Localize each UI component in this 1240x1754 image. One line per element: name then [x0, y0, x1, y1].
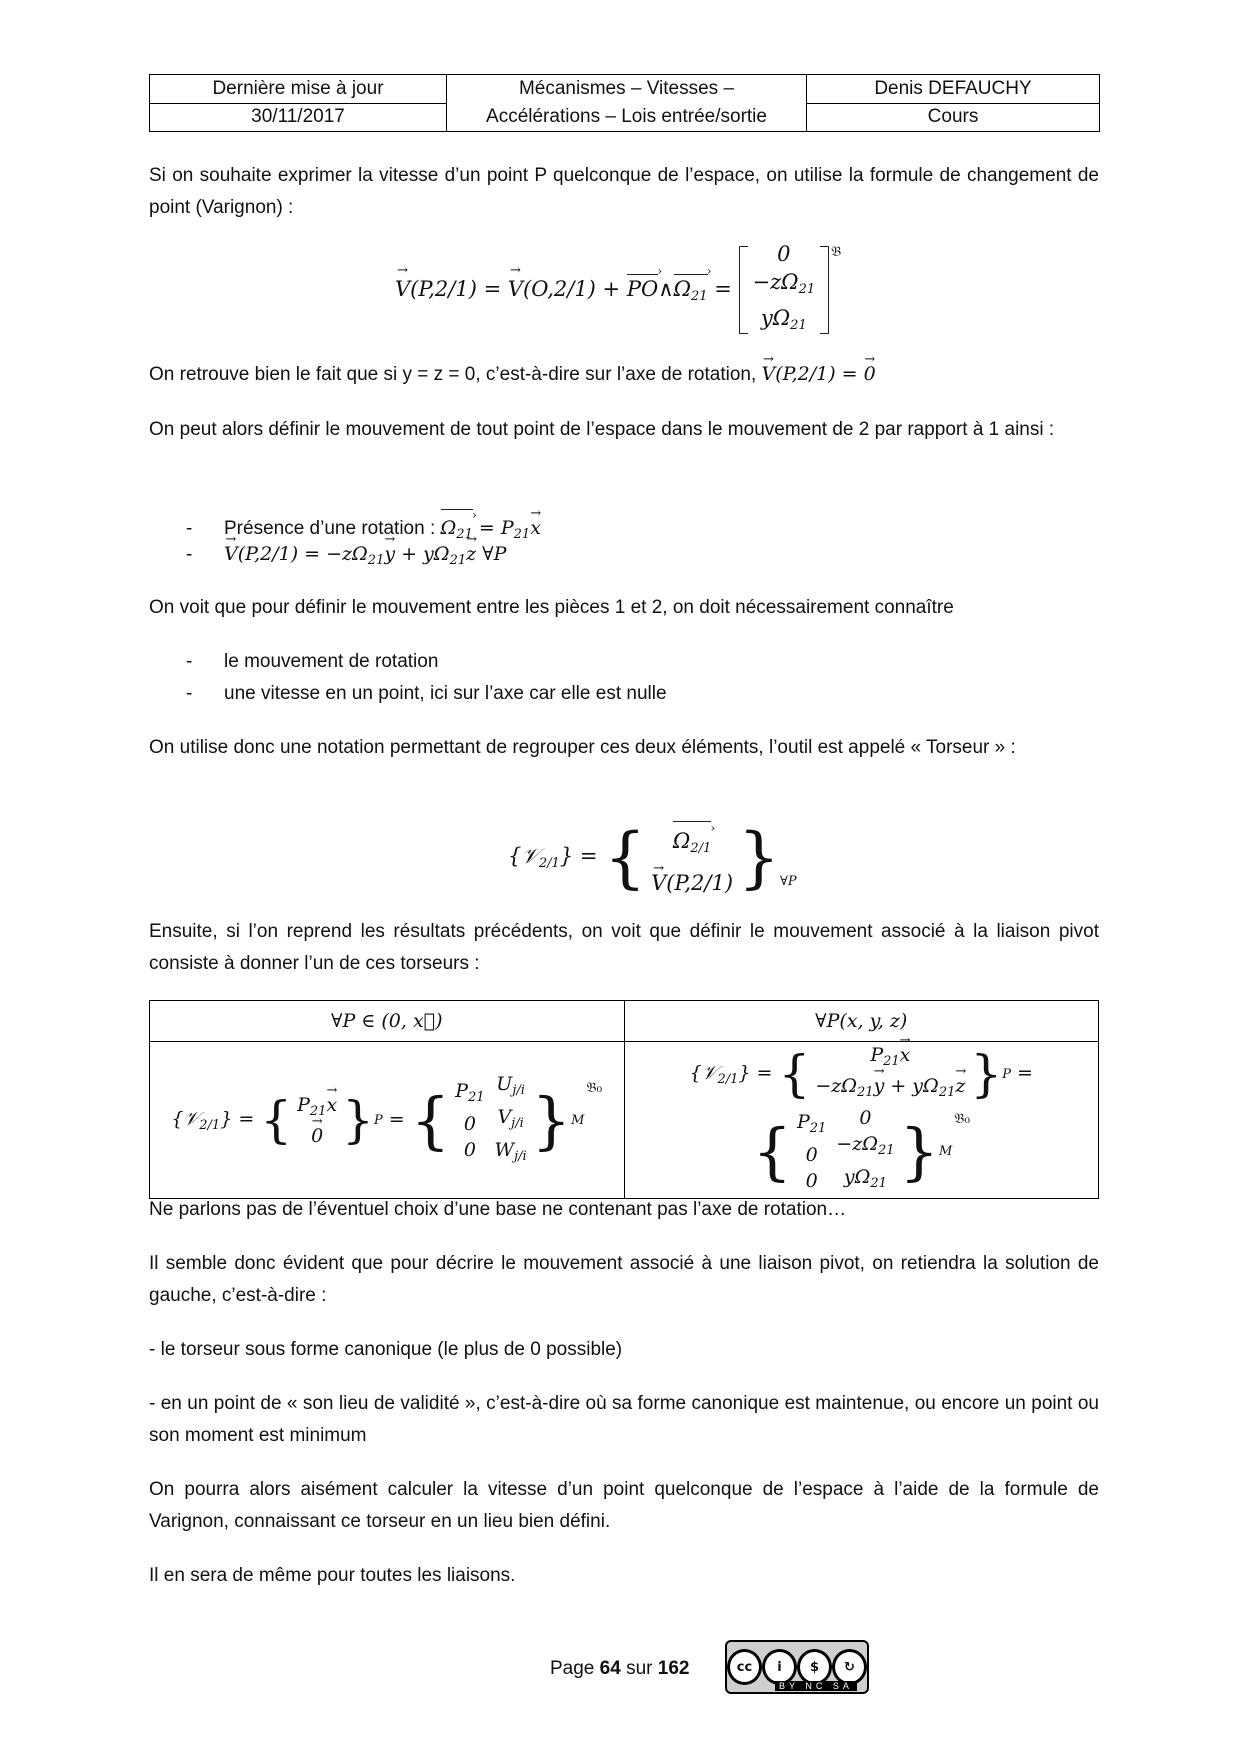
header-date: 30/11/2017: [150, 103, 447, 132]
paragraph-varignon-intro: Si on souhaite exprimer la vitesse d’un point P quelconque de l’espace, on utilise la formule de changement de point (Varignon) :: [149, 165, 1099, 218]
header-doc-type: Cours: [807, 103, 1100, 132]
sa-icon: ↻: [832, 1649, 867, 1685]
by-icon: i: [762, 1649, 797, 1685]
table-head-any-point: ∀P(x, y, z): [624, 1001, 1099, 1042]
paragraph-define-motion: On peut alors définir le mouvement de tout point de l’espace dans le mouvement de 2 par rapport à 1 ainsi :: [149, 419, 1055, 440]
license-label: BY NC SA: [775, 1681, 857, 1691]
header-title: Mécanismes – Vitesses – Accélérations – Lois entrée/sortie: [447, 75, 807, 132]
paragraph-base-choice: Ne parlons pas de l’éventuel choix d’une base ne contenant pas l’axe de rotation…: [149, 1199, 847, 1220]
paragraph-left-solution: Il semble donc évident que pour décrire le mouvement associé à une liaison pivot, on retiendra la solution de gauche, c’est-à-dire :: [149, 1253, 1099, 1306]
paragraph-pivot-torseurs: Ensuite, si l’on reprend les résultats précédents, on voit que définir le mouvement associé à la liaison pivot consiste à donner l’un de ces torseurs :: [149, 921, 1099, 974]
header-last-update-label: Dernière mise à jour: [150, 75, 447, 104]
paragraph-validity-point: - en un point de « son lieu de validité », c’est-à-dire où sa forme canonique est maintenue, ou encore un point ou son moment est minimum: [149, 1393, 1099, 1446]
page-number: Page 64 sur 162: [550, 1658, 690, 1679]
table-cell-any-point: {𝒱$_{2/1}$} = { $P_{21}x$ → $-z\Omega_{21}y$ → + $y\Omega_{21}z$ → } P = { $P_{21}$ 0 0 0 $-z\Omega_{21}$ $y\Omega_{21}$ } M 𝔅₀: [624, 1042, 1099, 1199]
torseur-comparison-table: [149, 1000, 1099, 1199]
paragraph-canonical-form: - le torseur sous forme canonique (le plus de 0 possible): [149, 1339, 623, 1360]
cc-icon: cc: [727, 1649, 762, 1685]
paragraph-varignon-compute: On pourra alors aisément calculer la vitesse d’un point quelconque de l’espace à l’aide de la formule de Varignon, connaissant ce torseur en un lieu bien défini.: [149, 1479, 1099, 1532]
paragraph-torseur-notation: On utilise donc une notation permettant de regrouper ces deux éléments, l’outil est appelé « Torseur » :: [149, 737, 1016, 758]
equation-torseur: {𝒱$_{2/1}$} = { $\Omega_{2/1}$ › V →(P,2/1) } ∀P: [508, 815, 797, 900]
paragraph-axis-check: On retrouve bien le fait que si y = z = 0, c’est-à-dire sur l’axe de rotation, V →(P,2/1) = 0 →: [149, 358, 1099, 391]
bullet-rotation: - Présence d’une rotation : $\Omega_{21}$ › = $P_{21}x$ →: [186, 503, 541, 551]
bullet-point-velocity: - une vitesse en un point, ici sur l’axe car elle est nulle: [186, 683, 667, 704]
table-head-on-axis: ∀P ∈ (0, x⃗): [150, 1001, 625, 1042]
bullet-rotation-motion: - le mouvement de rotation: [186, 651, 439, 672]
nc-icon: $: [797, 1649, 832, 1685]
paragraph-need-to-know: On voit que pour définir le mouvement entre les pièces 1 et 2, on doit nécessairement connaître: [149, 597, 954, 618]
paragraph-all-links: Il en sera de même pour toutes les liaisons.: [149, 1565, 516, 1586]
header-table: [149, 74, 1100, 132]
equation-varignon: V →(P,2/1) = V →(O,2/1) + PO $›\wedge\Omega_{21}$ › = 0 $-z\Omega_{21}$ $y\Omega_{21}$ 𝔅: [395, 240, 841, 340]
header-author: Denis DEFAUCHY: [807, 75, 1100, 104]
creative-commons-license-logo: [725, 1640, 869, 1694]
bullet-velocity: - $V \to(P,2/1) = -z\Omega_{21}y$ → + $y\Omega_{21}z$ → ∀P: [186, 538, 506, 577]
table-cell-on-axis: {𝒱$_{2/1}$} = { $P_{21}x$ → 0 → } P = { $P_{21}$ 0 0 $U_{j/i}$ $V_{j/i}$ $W_{j/i}$ } M 𝔅₀: [150, 1042, 625, 1199]
